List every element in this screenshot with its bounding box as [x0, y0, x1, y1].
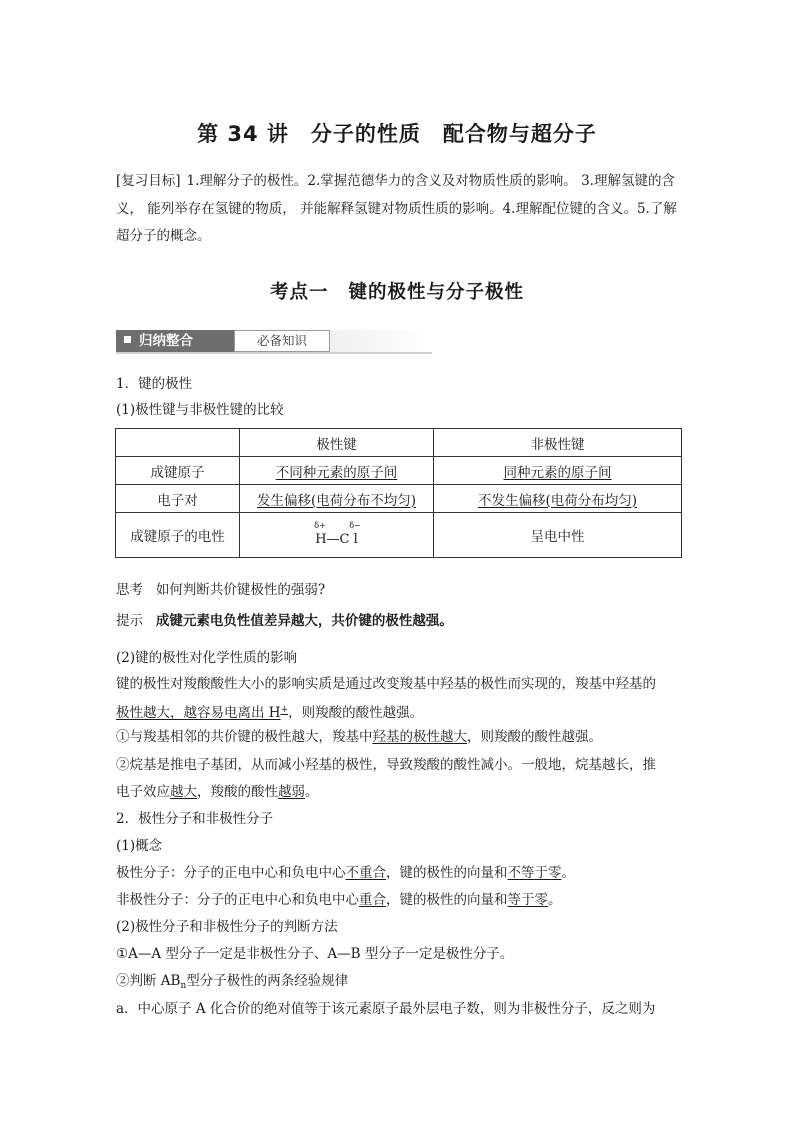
square-bullet-icon [124, 336, 131, 343]
title-topic-2: 配合物与超分子 [442, 122, 597, 146]
polar-value: 不同种元素的原子间 [275, 464, 398, 481]
paragraph-line: 键的极性对羧酸酸性大小的影响实质是通过改变羧基中羟基的极性而实现的，羧基中羟基的 [116, 676, 656, 692]
polar-cell [240, 513, 434, 558]
underlined-answer: 重合 [359, 892, 386, 908]
section-number: 考点一 [269, 282, 329, 303]
paragraph-line [116, 701, 423, 722]
paragraph-text: 极性分子：分子的正电中心和负电中心 [116, 865, 346, 881]
rule-detail: a．中心原子 A 化合价的绝对值等于该元素原子最外层电子数，则为非极性分子，反之则为 [116, 1001, 656, 1017]
goals-text: 1.理解分子的极性。2.掌握范德华力的含义及对物质性质的影响。 3.理解氢键的含义， 能列举存在氢键的物质， 并能解释氢键对物质性质的影响。4.理解配位键的含义。5.了解超分子的概念。 [116, 173, 677, 244]
nonpolar-cell [434, 485, 682, 513]
underlined-answer: 不重合 [345, 865, 386, 881]
underlined-answer: 羟基的极性越大 [372, 729, 467, 745]
paragraph-text: ，则羧酸的酸性越强。 [288, 705, 424, 721]
delta-plus-label: δ+ [314, 521, 326, 530]
rule-item: ①A—A 型分子一定是非极性分子、A—B 型分子一定是极性分子。 [116, 946, 514, 962]
polar-value: 发生偏移(电荷分布不均匀) [256, 492, 417, 509]
table-header-cell: 极性键 [240, 429, 434, 457]
hint-text: 成键元素电负性值差异越大，共价键的极性越强。 [155, 613, 453, 629]
row-label: 成键原子的电性 [116, 513, 240, 558]
subheading-compare: (1)极性键与非极性键的比较 [116, 402, 284, 418]
underlined-answer: 极性越大， [116, 705, 184, 721]
hcl-formula [314, 521, 361, 548]
underlined-answer: 不等于零 [507, 865, 562, 881]
table-header-cell [116, 429, 240, 457]
table-header-cell: 非极性键 [434, 429, 682, 457]
heading-polar-molecules: 2．极性分子和非极性分子 [116, 811, 274, 827]
lecture-number: 第 34 讲 [197, 122, 289, 146]
underlined-answer: 越弱 [278, 784, 305, 800]
row-label: 电子对 [116, 485, 240, 513]
nonpolar-value: 不发生偏移(电荷分布均匀) [477, 492, 638, 509]
underlined-answer: 等于零 [507, 892, 548, 908]
formula-text: H—C l [315, 532, 358, 547]
list-item: ②烷基是推电子基团，从而减小羟基的极性，导致羧酸的酸性减小。一般地，烷基越长，推 [116, 757, 656, 773]
paragraph-text: ②判断 AB [116, 973, 181, 989]
definition-polar [116, 864, 575, 882]
subheading-effect: (2)键的极性对化学性质的影响 [116, 650, 298, 666]
paragraph-text: ，键的极性的向量和 [386, 892, 508, 908]
think-text: 如何判断共价键极性的强弱? [155, 582, 326, 598]
table-row [116, 457, 682, 485]
row-label: 成键原子 [116, 457, 240, 485]
hint-label: 提示 [116, 613, 143, 629]
section-banner [116, 330, 432, 354]
section-topic: 键的极性与分子极性 [348, 282, 525, 303]
section-title [0, 278, 794, 304]
paragraph-text: ，键的极性的向量和 [386, 865, 508, 881]
nonpolar-cell: 呈电中性 [434, 513, 682, 558]
paragraph-text: ，则羧酸的酸性越强。 [467, 729, 602, 745]
superscript: + [280, 705, 289, 715]
banner-sub: 必备知识 [234, 330, 330, 352]
table-row [116, 485, 682, 513]
nonpolar-cell [434, 457, 682, 485]
table-row [116, 513, 682, 558]
heading-bond-polarity: 1．键的极性 [116, 376, 193, 392]
table-header-row [116, 429, 682, 457]
subscript: n [180, 981, 187, 991]
paragraph-text: 非极性分子：分子的正电中心和负电中心 [116, 892, 359, 908]
paragraph-text: 电子效应 [116, 784, 170, 800]
list-item [116, 728, 602, 746]
nonpolar-value: 同种元素的原子间 [503, 464, 612, 481]
paragraph-text: 。 [305, 784, 319, 800]
banner-main [116, 330, 234, 352]
subheading-methods: (2)极性分子和非极性分子的判断方法 [116, 919, 338, 935]
banner-rule [116, 352, 432, 354]
paragraph-text: ①与羧基相邻的共价键的极性越大，羧基中 [116, 729, 373, 745]
paragraph-text: 。 [548, 892, 562, 908]
delta-minus-label: δ− [349, 521, 361, 530]
think-line [116, 581, 325, 599]
polar-cell [240, 457, 434, 485]
paragraph-line [116, 783, 319, 801]
subheading-concept: (1)概念 [116, 838, 163, 854]
page-title [0, 118, 794, 148]
definition-nonpolar [116, 891, 562, 909]
paragraph-text: 型分子极性的两条经验规律 [186, 973, 349, 989]
hint-line [116, 612, 453, 630]
paragraph-text: ，羧酸的酸性 [197, 784, 278, 800]
comparison-table [115, 428, 682, 558]
underlined-answer: 越大 [170, 784, 197, 800]
underlined-answer: 越容易电离出 H [183, 705, 281, 721]
polar-cell [240, 485, 434, 513]
title-topic-1: 分子的性质 [310, 122, 421, 146]
goals-tag: [复习目标] [116, 173, 181, 189]
rule-item [116, 972, 348, 995]
paragraph-text: 。 [561, 865, 575, 881]
think-label: 思考 [116, 582, 143, 598]
banner-main-label: 归纳整合 [139, 333, 193, 349]
review-goals [116, 168, 678, 251]
